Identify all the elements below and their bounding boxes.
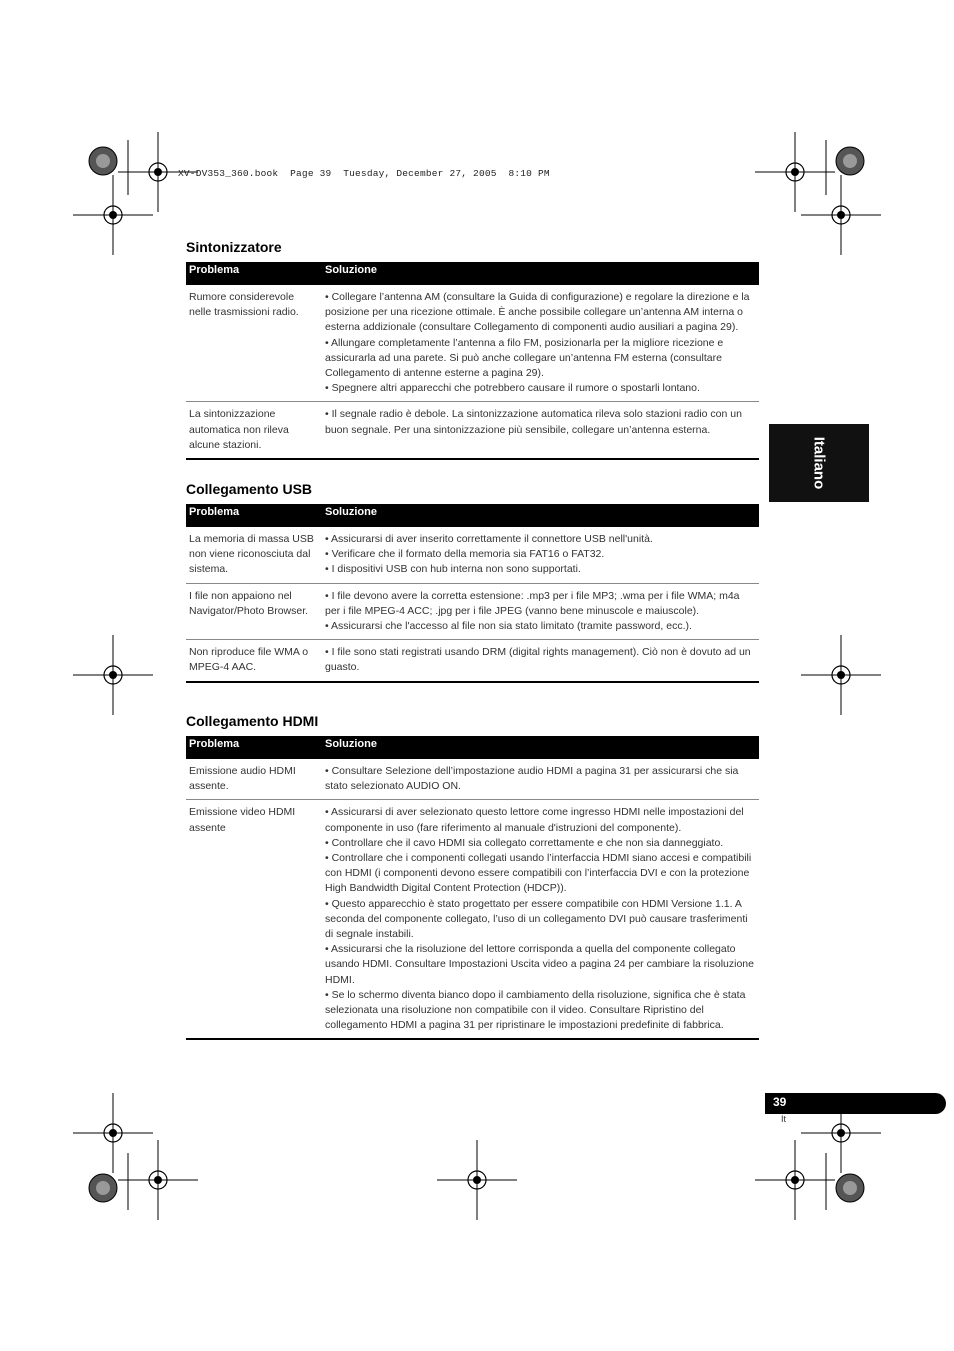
section [186, 712, 759, 1040]
solution-bullet: • Consultare Selezione dell’impostazione audio HDMI a pagina 31 per assicurarsi che sia stato selezionato AUDIO ON. [325, 765, 739, 793]
solution-bullet: • Assicurarsi che l'accesso al file non sia stato limitato (tramite password, ecc.). [325, 620, 692, 633]
solution-bullet: • Assicurarsi che la risoluzione del lettore corrisponda a quella del componente collegato usando HDMI. Consultare Impostazioni Uscita video a pagina 24 per cambiare la risoluzione HDMI. [325, 943, 754, 986]
page-number: 39 [773, 1095, 787, 1109]
problem-cell: Rumore considerevole nelle trasmissioni radio. [186, 285, 322, 402]
column-header-solution: Soluzione [322, 504, 759, 527]
solution-bullet: • I dispositivi USB con hub interna non sono supportati. [325, 563, 581, 576]
problem-cell: I file non appaiono nel Navigator/Photo Browser. [186, 583, 322, 640]
solution-cell [322, 285, 759, 402]
troubleshooting-table [186, 504, 759, 683]
column-header-solution: Soluzione [322, 262, 759, 285]
language-tab [769, 424, 869, 502]
language-code: It [781, 1114, 787, 1124]
solution-bullet: • Allungare completamente l’antenna a filo FM, posizionarla per la migliore ricezione e assicurarla ad una parete. Si può anche collegare un’antenna FM esterna (consultare Collegamento di antenne esterne a pagina 29). [325, 336, 724, 380]
table-row [186, 800, 759, 1040]
problem-cell: Non riproduce file WMA o MPEG-4 AAC. [186, 640, 322, 682]
solution-bullet: • I file sono stati registrati usando DRM (digital rights management). Ciò non è dovuto ad un guasto. [325, 646, 751, 674]
solution-cell [322, 527, 759, 583]
table-row [186, 759, 759, 800]
solution-bullet: • Spegnere altri apparecchi che potrebbero causare il rumore o spostarli lontano. [325, 382, 700, 395]
table-row [186, 640, 759, 682]
column-header-solution: Soluzione [322, 736, 759, 759]
column-header-problem: Problema [186, 736, 322, 759]
solution-bullet: • Verificare che il formato della memoria sia FAT16 o FAT32. [325, 548, 605, 561]
solution-bullet: • Collegare l’antenna AM (consultare la Guida di configurazione) e regolare la direzione e la posizione per una ricezione ottimale. È anche possibile collegare un’antenna AM interna o esterna addizionale (consultare Collegamento di componenti audio ausiliari a pagina 29). [325, 291, 750, 334]
problem-cell: La sintonizzazione automatica non rileva alcune stazioni. [186, 402, 322, 459]
solution-cell [322, 759, 759, 800]
solution-bullet: • Controllare che i componenti collegati usando l’interfaccia HDMI siano accesi e compatibili con HDMI (i componenti devono essere compatibili con l’interfaccia DVI e con la protezione High Bandwidth Digital Content Protection (HDCP)). [325, 852, 752, 895]
table-row [186, 527, 759, 583]
section-title: Collegamento USB [186, 481, 313, 497]
solution-bullet: • Assicurarsi di aver selezionato questo lettore come ingresso HDMI nelle impostazioni del componente in uso (fare riferimento al manuale d'istruzioni del componente). [325, 806, 744, 834]
solution-bullet: • Questo apparecchio è stato progettato per essere compatibile con HDMI Versione 1.1. A seconda del componente collegato, l’uso di un collegamento DVI può causare trasferimenti di segnale instabili. [325, 897, 748, 941]
solution-bullet: • Il segnale radio è debole. La sintonizzazione automatica rileva solo stazioni radio con un buon segnale. Per una sintonizzazione più sensibile, collegare un’antenna esterna. [325, 408, 742, 436]
section-title: Sintonizzatore [186, 239, 282, 255]
column-header-problem: Problema [186, 262, 322, 285]
solution-bullet: • Controllare che il cavo HDMI sia collegato correttamente e che non sia danneggiato. [325, 836, 724, 849]
solution-bullet: • I file devono avere la corretta estensione: .mp3 per i file MP3; .wma per i file WMA; m4a per i file MPEG-4 ACC; .jpg per i file JPEG (vanno bene minuscole e maiuscole). [325, 589, 740, 617]
page-number-badge [765, 1093, 946, 1114]
solution-cell [322, 800, 759, 1040]
troubleshooting-table [186, 736, 759, 1040]
problem-cell: Emissione video HDMI assente [186, 800, 322, 1040]
table-header-row [186, 504, 759, 527]
section [186, 238, 759, 460]
column-header-problem: Problema [186, 504, 322, 527]
solution-cell [322, 402, 759, 459]
language-tab-label: Italiano [810, 436, 828, 490]
troubleshooting-table [186, 262, 759, 460]
table-row [186, 285, 759, 402]
table-row [186, 402, 759, 459]
section-title: Collegamento HDMI [186, 713, 319, 729]
table-header-row [186, 736, 759, 759]
table-row [186, 583, 759, 640]
solution-cell [322, 640, 759, 682]
section [186, 480, 759, 683]
solution-bullet: • Assicurarsi di aver inserito correttamente il connettore USB nell'unità. [325, 533, 653, 545]
problem-cell: Emissione audio HDMI assente. [186, 759, 322, 800]
solution-bullet: • Se lo schermo diventa bianco dopo il cambiamento della risoluzione, significa che è stata selezionata una risoluzione non compatibile con il video. Consultare Ripristino del collegamento HDMI a pagina 31 per ripristinare le impostazioni predefinite di fabbrica. [325, 988, 746, 1032]
table-header-row [186, 262, 759, 285]
problem-cell: La memoria di massa USB non viene riconosciuta dal sistema. [186, 527, 322, 583]
print-header-line: XV-DV353_360.book Page 39 Tuesday, December 27, 2005 8:10 PM [178, 168, 550, 179]
solution-cell [322, 583, 759, 640]
